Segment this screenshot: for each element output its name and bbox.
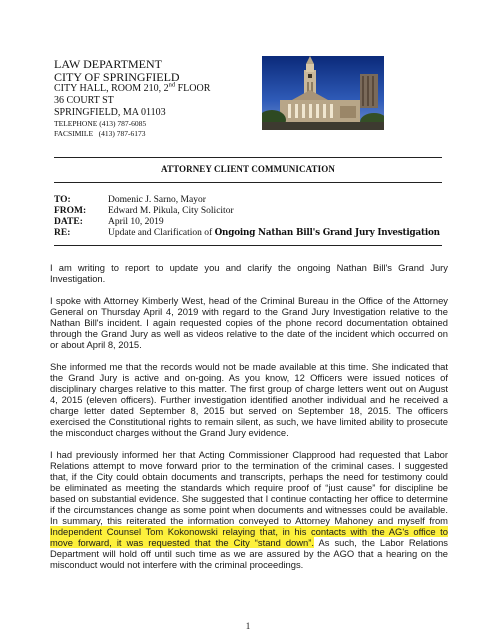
address-line-1: CITY HALL, ROOM 210, 2nd FLOOR [54,81,211,94]
memo-re-row [54,228,440,239]
re-subject: Ongoing Nathan Bill's Grand Jury Investigation [214,228,440,238]
memo-header [54,195,440,239]
page-number: 1 [245,621,251,631]
top-rule [54,157,442,158]
re-value: Update and Clarification of Ongoing Nathan Bill's Grand Jury Investigation [108,228,440,238]
letter-body [50,262,448,581]
telephone: TELEPHONE (413) 787-6085 [54,119,147,128]
city-name: CITY OF SPRINGFIELD [54,69,180,84]
memo-rule [54,245,442,246]
date-value: April 10, 2019 [108,217,164,227]
paragraph-3: She informed me that the records would not be made available at this time. She indicated that the Grand Jury is active and on-going. As you know, 12 Officers were issued notices of disciplinary charges relative to this matter. The first group of charge letters went out on August 4, 2015 (eleven officers). Further investigation identified another individual and he received a charge letter dated September 8, 2015 but served on September 18, 2015. The officers exercised the Constitutional rights to remain silent, as such, we have limited ability to prosecute the misconduct charges without the Grand Jury evidence. [50,361,448,438]
department-name: LAW DEPARTMENT [54,57,162,71]
paragraph-2: I spoke with Attorney Kimberly West, head of the Criminal Bureau in the Office of the Attorney General on Thursday April 4, 2019 with regard to the Grand Jury Investigation relative to the Nathan Bill's incident. I again requested copies of the phone record documentation obtained through the Grand Jury as well as videos relative to the date of the incident which occurred on or about April 8, 2015. [50,295,448,350]
paragraph-1: I am writing to report to update you and clarify the ongoing Nathan Bill's Grand Jury Investigation. [50,262,448,284]
highlighted-text: Independent Counsel Tom Kokonowski relaying that, in his contacts with the AG's office to move forward, it was requested that the City “stand down”. [50,526,448,548]
address-line-2: 36 COURT ST [54,95,114,106]
paragraph-4: I had previously informed her that Acting Commissioner Clapprood had requested that Labor Relations attempt to move forward prior to the termination of the criminal cases. I suggested that, if the City could obtain documents and transcripts, perhaps the need for testimony could be eliminated as meeting the standards which require proof of “just cause” for discipline be based on substantial evidence. She suggested that I continue contacting her office to determine if the circumstances change as some point when documents and witnesses could be available. In summary, this reiterated the information conveyed to Attorney Mahoney and myself from Independent Counsel Tom Kokonowski relaying that, in his contacts with the AG's office to move forward, it was requested that the City “stand down”. As such, the Labor Relations Department will hold off until such time as we are assured by the AGO that a hearing on the misconduct would not interfere with the criminal proceedings. [50,449,448,570]
memo-to-row [54,195,440,206]
to-value: Domenic J. Sarno, Mayor [108,195,206,205]
to-label: TO: [54,195,71,205]
re-label: RE: [54,228,71,238]
date-label: DATE: [54,217,83,227]
facsimile: FACSIMILE (413) 787-6173 [54,128,146,138]
memo-date-row [54,217,440,228]
address-line-3: SPRINGFIELD, MA 01103 [54,107,166,118]
letterhead [54,58,254,138]
from-label: FROM: [54,206,87,216]
from-value: Edward M. Pikula, City Solicitor [108,206,234,216]
document-heading: ATTORNEY CLIENT COMMUNICATION [161,164,335,174]
heading-rule [54,182,442,183]
memo-from-row [54,206,440,217]
city-hall-photo [262,56,384,130]
